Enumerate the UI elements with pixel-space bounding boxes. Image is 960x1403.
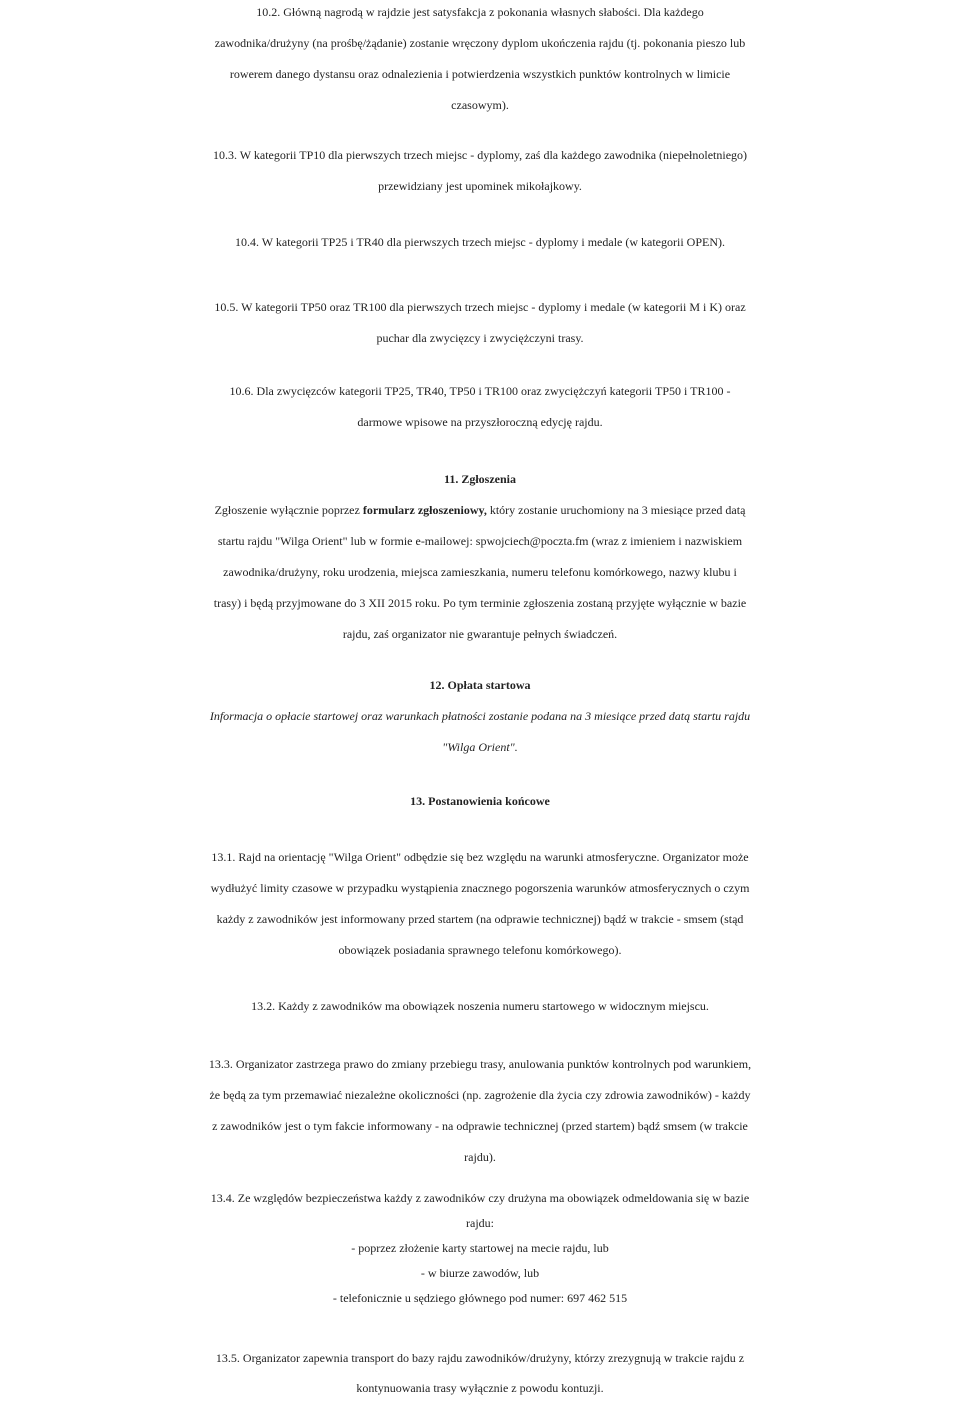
- paragraph-10-6: [0, 376, 960, 438]
- text-line: zawodnika/drużyny, roku urodzenia, miejsca zamieszkania, numeru telefonu komórkowego, nazwy klubu i: [223, 565, 737, 579]
- paragraph-13-4: [0, 1186, 960, 1311]
- text-line: [0, 495, 960, 526]
- text-line: wydłużyć limity czasowe w przypadku wystąpienia znacznego pogorszenia warunków atmosferycznych o czym: [210, 881, 750, 895]
- text-segment: który zostanie uruchomiony na 3 miesiące przed datą: [486, 503, 746, 517]
- text-line: 13.3. Organizator zastrzega prawo do zmiany przebiegu trasy, anulowania punktów kontrolnych pod warunkiem,: [208, 1057, 752, 1071]
- paragraph-13-3: [0, 1049, 960, 1173]
- text-line: każdy z zawodników jest informowany przed startem (na odprawie technicznej) bądź w trakcie - smsem (stąd: [216, 912, 744, 926]
- text-line: 13.5. Organizator zapewnia transport do bazy rajdu zawodników/drużyny, którzy zrezygnują w trakcie rajdu z: [215, 1351, 745, 1365]
- text-line: przewidziany jest upominek mikołajkowy.: [378, 179, 582, 193]
- text-line: Informacja o opłacie startowej oraz warunkach płatności zostanie podana na 3 miesiące przed datą startu rajdu: [209, 709, 751, 723]
- list-item: - poprzez złożenie karty startowej na mecie rajdu, lub: [351, 1241, 609, 1255]
- paragraph-10-2: [0, 0, 960, 121]
- text-line: startu rajdu "Wilga Orient" lub w formie e-mailowej: spwojciech@poczta.fm (wraz z imieniem i nazwiskiem: [217, 534, 743, 548]
- text-line: puchar dla zwycięzcy i zwyciężczyni trasy.: [376, 331, 584, 345]
- list-item: - w biurze zawodów, lub: [420, 1266, 540, 1280]
- text-line: rowerem danego dystansu oraz odnalezienia i potwierdzenia wszystkich punktów kontrolnych w limicie: [229, 67, 731, 81]
- list-item: - telefonicznie u sędziego głównego pod numer: 697 462 515: [332, 1291, 628, 1305]
- text-line: że będą za tym przemawiać niezależne okoliczności (np. zagrożenie dla życia czy zdrowia zawodników) - każdy: [209, 1088, 751, 1102]
- text-line: obowiązek posiadania sprawnego telefonu komórkowego).: [338, 943, 622, 957]
- text-line: rajdu:: [466, 1216, 494, 1230]
- text-line: 10.3. W kategorii TP10 dla pierwszych trzech miejsc - dyplomy, zaś dla każdego zawodnika (niepełnoletniego): [212, 148, 748, 162]
- section-heading: 13. Postanowienia końcowe: [410, 794, 550, 808]
- section-heading: 12. Opłata startowa: [429, 678, 531, 692]
- section-heading: 11. Zgłoszenia: [443, 472, 516, 486]
- text-line: zawodnika/drużyny (na prośbę/żądanie) zostanie wręczony dyplom ukończenia rajdu (tj. pokonania pieszo lub: [214, 36, 746, 50]
- text-line: rajdu, zaś organizator nie gwarantuje pełnych świadczeń.: [342, 627, 618, 641]
- paragraph-10-4: [0, 227, 960, 258]
- form-link-text: formularz zgłoszeniowy,: [362, 503, 487, 517]
- paragraph-13-1: [0, 842, 960, 966]
- paragraph-13-2: [0, 991, 960, 1022]
- text-line: darmowe wpisowe na przyszłoroczną edycję rajdu.: [357, 415, 603, 429]
- section-13: [0, 786, 960, 817]
- text-line: trasy) i będą przyjmowane do 3 XII 2015 roku. Po tym terminie zgłoszenia zostaną przyjęte wyłącznie w bazie: [213, 596, 747, 610]
- text-line: 10.5. W kategorii TP50 oraz TR100 dla pierwszych trzech miejsc - dyplomy i medale (w kategorii M i K) oraz: [214, 300, 746, 314]
- text-line: 10.6. Dla zwycięzców kategorii TP25, TR40, TP50 i TR100 oraz zwyciężczyń kategorii TP50 i TR100 -: [229, 384, 731, 398]
- text-line: 10.4. W kategorii TP25 i TR40 dla pierwszych trzech miejsc - dyplomy i medale (w kategorii OPEN).: [234, 235, 725, 249]
- text-line: "Wilga Orient".: [442, 740, 518, 754]
- paragraph-10-5: [0, 292, 960, 354]
- paragraph-13-5: [0, 1343, 960, 1403]
- section-11: [0, 464, 960, 650]
- text-line: 13.2. Każdy z zawodników ma obowiązek noszenia numeru startowego w widocznym miejscu.: [251, 999, 709, 1013]
- text-line: rajdu).: [464, 1150, 496, 1164]
- text-segment: Zgłoszenie wyłącznie poprzez: [214, 503, 363, 517]
- text-line: czasowym).: [451, 98, 509, 112]
- text-line: 13.4. Ze względów bezpieczeństwa każdy z zawodników czy drużyna ma obowiązek odmeldowania się w bazie: [210, 1191, 750, 1205]
- paragraph-10-3: [0, 140, 960, 202]
- text-line: 13.1. Rajd na orientację "Wilga Orient" odbędzie się bez względu na warunki atmosferyczne. Organizator może: [211, 850, 749, 864]
- text-line: 10.2. Główną nagrodą w rajdzie jest satysfakcja z pokonania własnych słabości. Dla każdego: [256, 5, 704, 19]
- text-line: kontynuowania trasy wyłącznie z powodu kontuzji.: [356, 1381, 604, 1395]
- section-12: [0, 670, 960, 763]
- text-line: z zawodników jest o tym fakcie informowany - na odprawie technicznej (przed startem) bądź smsem (w trakcie: [212, 1119, 748, 1133]
